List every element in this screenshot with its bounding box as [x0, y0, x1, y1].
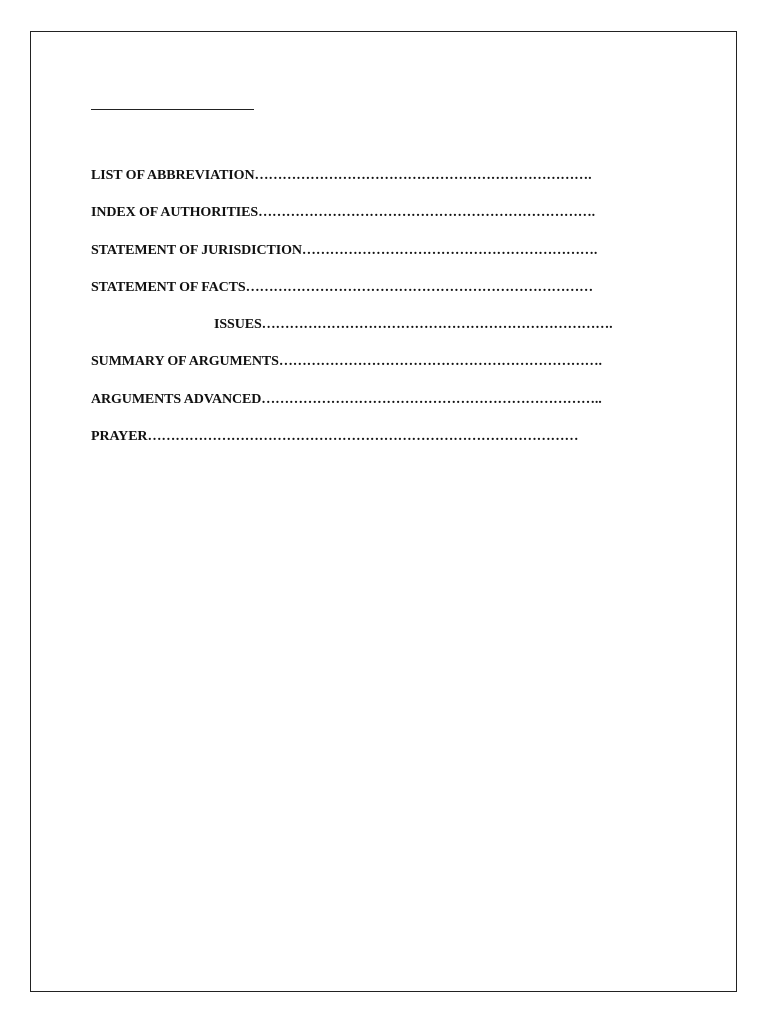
toc-entry-title: ISSUES: [214, 317, 262, 333]
table-of-contents: [91, 167, 691, 465]
toc-entry-title: INDEX OF AUTHORITIES: [91, 205, 259, 221]
toc-dot-leader: ………………………………………………………………..: [261, 391, 602, 407]
toc-dot-leader: ……………………………………………………………….: [254, 168, 592, 183]
toc-entry-title: STATEMENT OF FACTS: [91, 279, 246, 295]
toc-dot-leader: ……………………………………………………………….: [258, 205, 596, 221]
toc-entry-issues: [91, 316, 691, 353]
toc-entry-title: SUMMARY OF ARGUMENTS: [91, 354, 279, 370]
toc-entry-title: STATEMENT OF JURISDICTION: [91, 242, 302, 258]
document-page: [30, 31, 737, 992]
toc-entry-statement-of-facts: [91, 279, 691, 316]
toc-entry-title: ARGUMENTS ADVANCED: [91, 391, 262, 407]
toc-entry-statement-of-jurisdiction: [91, 242, 691, 279]
toc-dot-leader: …………………………………………………………………………………: [147, 429, 579, 445]
toc-entry-arguments-advanced: [91, 391, 691, 428]
toc-entry-summary-of-arguments: [91, 353, 691, 390]
toc-dot-leader: …………………………………………………………….: [278, 354, 602, 370]
toc-entry-prayer: [91, 428, 691, 465]
toc-entry-list-of-abbreviation: [91, 167, 691, 204]
toc-dot-leader: ……………………………………………………….: [301, 242, 598, 258]
toc-entry-title: LIST OF ABBREVIATION: [91, 168, 255, 183]
toc-dot-leader: …………………………………………………………………: [245, 279, 594, 295]
toc-dot-leader: ………………………………………………………………….: [261, 317, 613, 333]
toc-entry-index-of-authorities: [91, 204, 691, 241]
toc-entry-title: PRAYER: [91, 429, 148, 445]
heading-underline-rule: [91, 109, 254, 110]
